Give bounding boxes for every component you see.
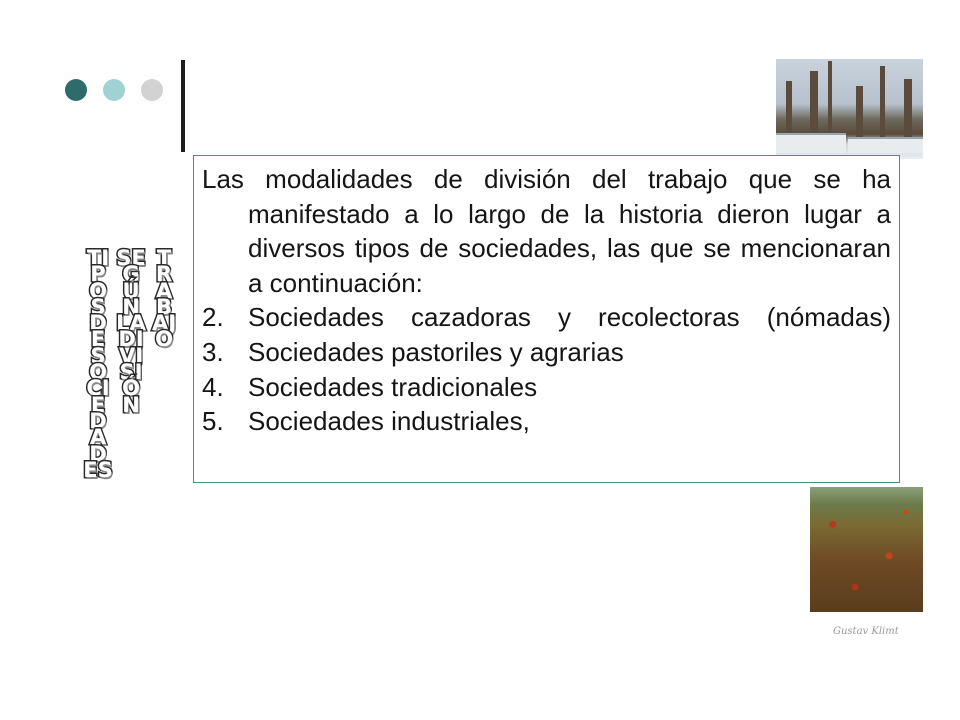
klimt-painting bbox=[810, 487, 923, 612]
wordart-trabajo: TRABAJO bbox=[151, 246, 177, 352]
list-item: 4. Sociedades tradicionales bbox=[202, 371, 538, 402]
decor-dot-light bbox=[103, 79, 125, 101]
intro-paragraph: Las modalidades de división del trabajo que se ha manifestado a lo largo de la historia dieron lugar a diversos tipos de sociedades, las que se mencionaran a continuación: bbox=[202, 164, 891, 298]
list-item: 3. Sociedades pastoriles y agrarias bbox=[202, 336, 624, 367]
industry-photo bbox=[776, 59, 923, 159]
content-box bbox=[193, 155, 900, 483]
wordart-tipos-de-sociedades: TIPOS DE SOCIEDADES bbox=[83, 246, 113, 482]
society-types-list bbox=[202, 300, 891, 438]
decor-dot-dark bbox=[65, 79, 87, 101]
list-item: 5. Sociedades industriales, bbox=[202, 406, 530, 437]
painting-caption: Gustav Klimt bbox=[833, 626, 899, 637]
title-divider bbox=[181, 60, 185, 152]
wordart-segun-la-division: SEGÚN LA DIVISIÓN bbox=[116, 246, 146, 417]
decor-dot-gray bbox=[141, 79, 163, 101]
list-item: 2. Sociedades cazadoras y recolectoras (nómadas) bbox=[202, 302, 891, 333]
